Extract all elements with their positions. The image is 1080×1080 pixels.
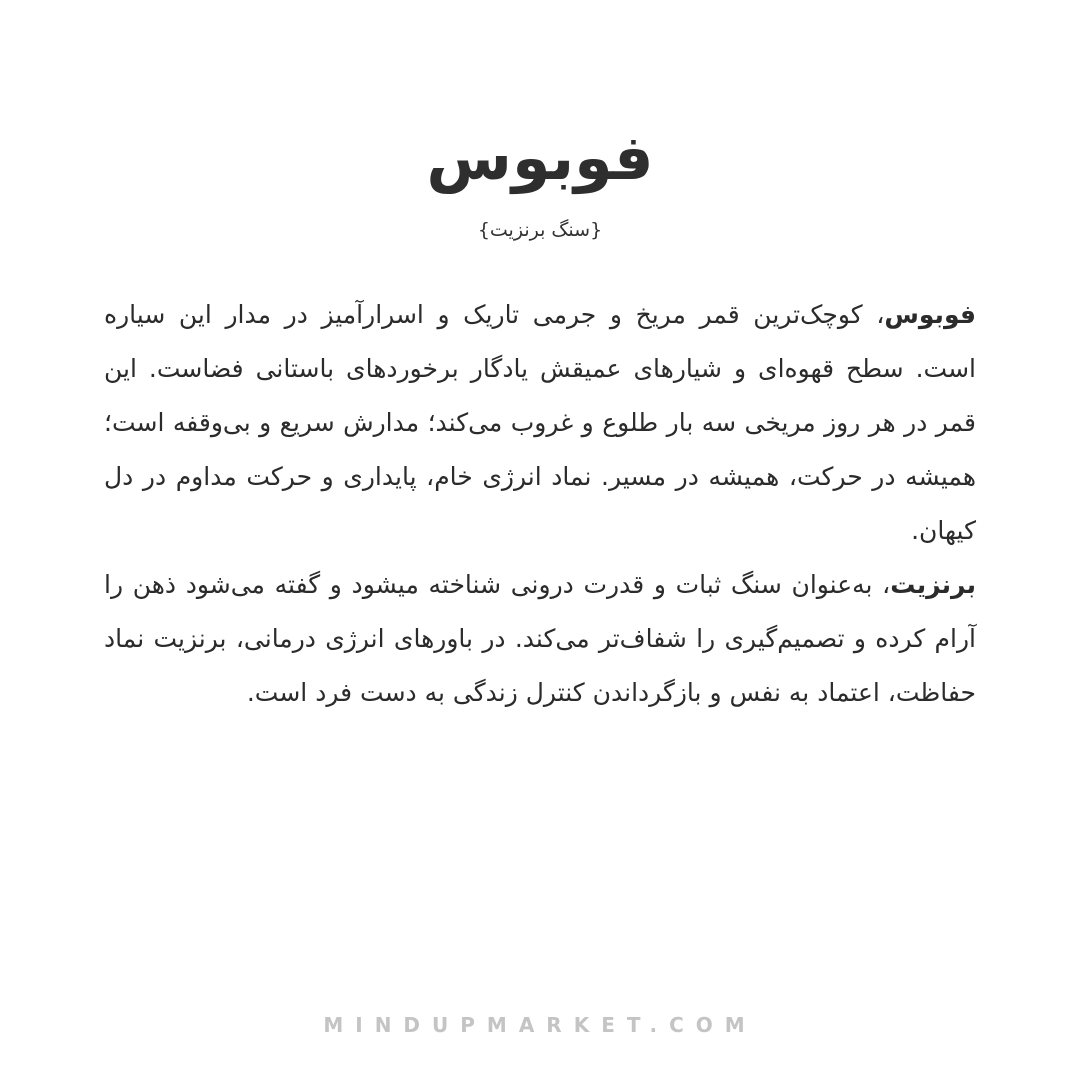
page-subtitle: {سنگ برنزیت} [477,219,603,241]
paragraph-lead: برنزیت [890,570,976,599]
paragraph-phobos [104,288,976,558]
footer-brand: MINDUPMARKET.COM [323,1013,757,1037]
page-title: فوبوس [426,121,654,194]
paragraph-text: ، به‌عنوان سنگ ثبات و قدرت درونی شناخته میشود و گفته می‌شود ذهن را آرام کرده و تصمیم‌گیری را شفاف‌تر می‌کند. در باورهای انرژی درمانی، برنزیت نماد حفاظت، اعتماد به نفس و بازگرداندن کنترل زندگی به دست فرد است. [104,570,976,707]
paragraph-text: ، کوچک‌ترین قمر مریخ و جرمی تاریک و اسرارآمیز در مدار این سیاره است. سطح قهوه‌ای و شیارهای عمیقش یادگار برخوردهای باستانی فضاست. این قمر در هر روز مریخی سه بار طلوع و غروب می‌کند؛ مدارش سریع و بی‌وقفه است؛ همیشه در حرکت، همیشه در مسیر. نماد انرژی خام، پایداری و حرکت مداوم در دل کیهان. [104,300,976,545]
paragraph-bronzite [104,558,976,720]
paragraph-lead: فوبوس [884,300,976,329]
body-text [104,288,976,720]
